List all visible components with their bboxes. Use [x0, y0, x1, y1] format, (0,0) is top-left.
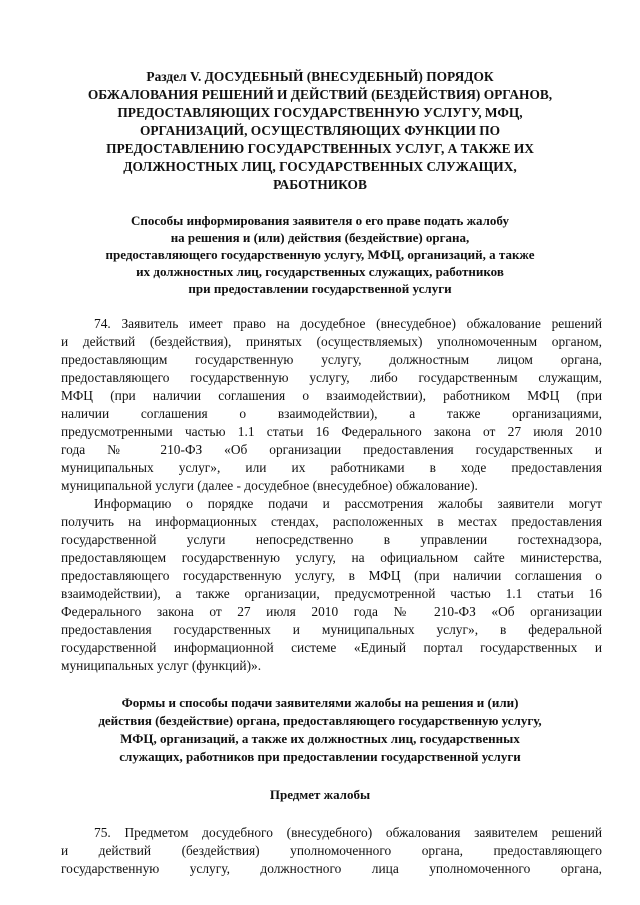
- paragraph-line: государственную услугу, должностного лица уполномоченного органа,: [61, 861, 602, 876]
- paragraph-line: предоставления государственных и муниципальных услуг», в федеральной: [61, 622, 602, 637]
- subheading-line: их должностных лиц, государственных служащих, работников: [136, 264, 504, 279]
- subheading-line: Способы информирования заявителя о его праве подать жалобу: [131, 213, 509, 228]
- subheading-line: при предоставлении государственной услуги: [188, 281, 452, 296]
- paragraph-line: и действий (бездействия), принятых (осуществляемых) уполномоченным органом,: [61, 334, 602, 349]
- subheading-line: предоставляющего государственную услугу, МФЦ, организаций, а также: [105, 247, 535, 262]
- section-title-line: ОБЖАЛОВАНИЯ РЕШЕНИЙ И ДЕЙСТВИЙ (БЕЗДЕЙСТВИЯ) ОРГАНОВ,: [87, 87, 553, 102]
- paragraph-line: государственной услуги непосредственно в управлении гостехнадзора,: [61, 532, 602, 547]
- paragraph-line: муниципальных услуг», или их работниками в ходе предоставления: [61, 460, 602, 475]
- paragraph-line: года № 210-ФЗ «Об организации предоставления государственных и: [61, 442, 602, 457]
- paragraph-line: Информацию о порядке подачи и рассмотрения жалобы заявители могут: [94, 496, 602, 511]
- section-title-line: Раздел V. ДОСУДЕБНЫЙ (ВНЕСУДЕБНЫЙ) ПОРЯДОК: [146, 69, 494, 84]
- paragraph-line: Федерального закона от 27 июля 2010 года № 210-ФЗ «Об организации: [61, 604, 602, 619]
- subheading-line: Формы и способы подачи заявителями жалобы на решения и (или): [121, 695, 519, 710]
- paragraph-line: предоставляющего государственную услугу, в МФЦ (при наличии соглашения о: [61, 568, 602, 583]
- paragraph-line: муниципальных услуг (функций)».: [61, 658, 262, 673]
- section-title-line: ДОЛЖНОСТНЫХ ЛИЦ, ГОСУДАРСТВЕННЫХ СЛУЖАЩИХ,: [123, 159, 517, 174]
- paragraph-line: муниципальной услуги (далее - досудебное (внесудебное) обжалование).: [61, 478, 478, 493]
- subheading-line: действия (бездействие) органа, предоставляющего государственную услугу,: [98, 713, 542, 728]
- paragraph-line: и действий (бездействия) уполномоченного органа, предоставляющего: [61, 843, 602, 858]
- subheading-line: служащих, работников при предоставлении государственной услуги: [119, 749, 521, 764]
- section-title-line: ПРЕДОСТАВЛЕНИЮ ГОСУДАРСТВЕННЫХ УСЛУГ, А ТАКЖЕ ИХ: [106, 141, 534, 156]
- paragraph-line: предоставляющего государственную услугу, либо государственным служащим,: [61, 370, 602, 385]
- subheading-line: МФЦ, организаций, а также их должностных лиц, государственных: [120, 731, 520, 746]
- section-title-line: ОРГАНИЗАЦИЙ, ОСУЩЕСТВЛЯЮЩИХ ФУНКЦИИ ПО: [139, 123, 501, 138]
- paragraph-line: предоставляющем государственную услугу, на официальном сайте министерства,: [61, 550, 602, 565]
- section-title-line: ПРЕДОСТАВЛЯЮЩИХ ГОСУДАРСТВЕННУЮ УСЛУГУ, МФЦ,: [117, 105, 523, 120]
- paragraph-line: 75. Предметом досудебного (внесудебного) обжалования заявителем решений: [94, 825, 602, 840]
- paragraph-line: МФЦ (при наличии соглашения о взаимодействии), работником МФЦ (при: [61, 388, 602, 403]
- paragraph-line: предусмотренными частью 1.1 статьи 16 Федерального закона от 27 июля 2010: [61, 424, 602, 439]
- paragraph-line: наличии соглашения о взаимодействии), а также организациями,: [61, 406, 602, 421]
- paragraph-line: получить на информационных стендах, расположенных в местах предоставления: [61, 514, 602, 529]
- paragraph-line: государственной информационной системе «Единый портал государственных и: [61, 640, 602, 655]
- paragraph-line: 74. Заявитель имеет право на досудебное (внесудебное) обжалование решений: [94, 316, 602, 331]
- paragraph-line: предоставляющим государственную услугу, должностным лицом органа,: [61, 352, 602, 367]
- section-title-line: РАБОТНИКОВ: [273, 177, 367, 192]
- paragraph-line: взаимодействии), а также организации, предусмотренной частью 1.1 статьи 16: [61, 586, 602, 601]
- subheading-complaint-subject: Предмет жалобы: [269, 787, 371, 802]
- subheading-line: на решения и (или) действия (бездействие) органа,: [170, 230, 470, 245]
